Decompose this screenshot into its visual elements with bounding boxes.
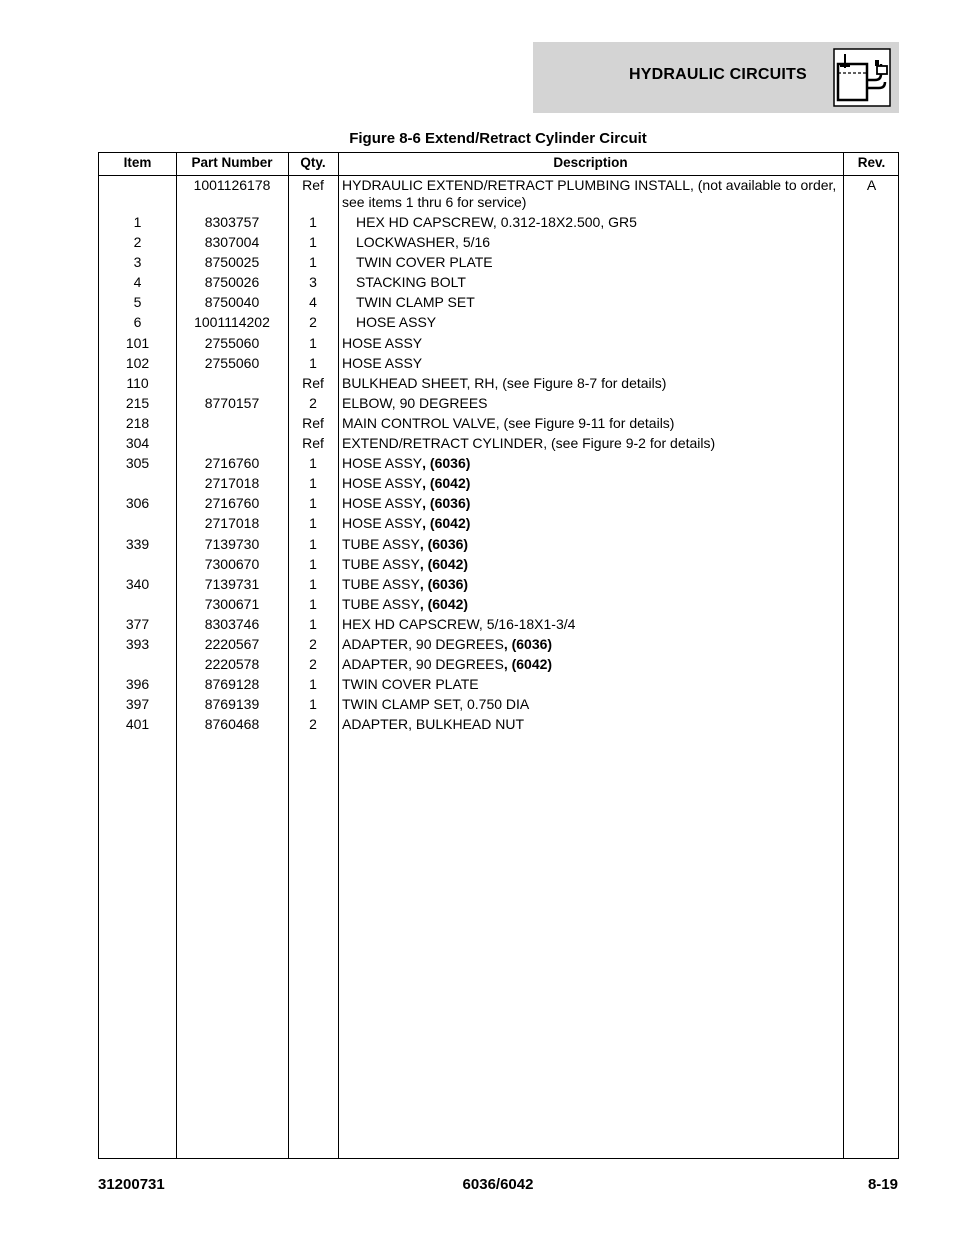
quantity: 1 <box>309 615 317 632</box>
parts-table <box>98 152 899 1159</box>
table-row <box>99 676 898 696</box>
hydraulic-tank-icon <box>833 48 891 107</box>
col-header-item: Item <box>123 155 152 170</box>
description <box>342 375 842 392</box>
part-number: 2716760 <box>204 455 260 472</box>
quantity: 1 <box>309 555 317 572</box>
description-text: TUBE ASSY <box>342 555 420 572</box>
item-number: 401 <box>125 716 150 733</box>
description-text: EXTEND/RETRACT CYLINDER, (see Figure 9-2 for details) <box>342 435 716 452</box>
part-number: 2717018 <box>204 515 260 532</box>
document-number: 31200731 <box>98 1176 165 1193</box>
table-row <box>99 254 898 274</box>
item-number: 393 <box>125 635 150 652</box>
part-number: 8769139 <box>204 696 260 713</box>
description <box>342 294 856 311</box>
item-number: 110 <box>126 374 149 391</box>
table-body <box>99 177 898 736</box>
quantity: 2 <box>309 716 317 733</box>
quantity: 1 <box>309 455 317 472</box>
quantity: 1 <box>309 475 317 492</box>
quantity: Ref <box>302 414 324 431</box>
quantity: 1 <box>309 696 317 713</box>
description <box>342 214 856 231</box>
description <box>342 676 842 693</box>
item-number: 5 <box>133 294 142 311</box>
description-text: HYDRAULIC EXTEND/RETRACT PLUMBING INSTALL, (not available to order, <box>342 177 837 193</box>
description-text: TWIN COVER PLATE <box>356 254 493 271</box>
quantity: 1 <box>309 254 317 271</box>
description-text: TUBE ASSY <box>342 575 420 592</box>
table-row <box>99 556 898 576</box>
description-text: HEX HD CAPSCREW, 0.312-18X2.500, GR5 <box>356 214 637 230</box>
header-divider <box>99 175 898 176</box>
item-number: 1 <box>133 214 142 230</box>
table-row <box>99 355 898 375</box>
col-header-rev: Rev. <box>857 155 886 170</box>
description-text: ADAPTER, BULKHEAD NUT <box>342 716 525 733</box>
part-number: 2717018 <box>204 475 260 492</box>
part-number: 1001114202 <box>194 314 270 331</box>
quantity: Ref <box>302 374 324 391</box>
description <box>342 254 856 271</box>
model-suffix: , (6036) <box>422 495 471 512</box>
quantity: 1 <box>309 515 317 532</box>
description-text: HOSE ASSY <box>356 314 437 331</box>
description-text: TWIN CLAMP SET <box>356 294 475 311</box>
description-text: STACKING BOLT <box>356 274 466 291</box>
table-row <box>99 636 898 656</box>
quantity: 2 <box>309 635 317 652</box>
section-header <box>533 42 899 113</box>
quantity: 2 <box>309 656 317 673</box>
description <box>342 314 856 331</box>
figure-title: Figure 8-6 Extend/Retract Cylinder Circuit <box>349 130 647 147</box>
description <box>342 656 842 673</box>
table-row <box>99 214 898 234</box>
quantity: Ref <box>302 435 324 452</box>
table-row <box>99 515 898 535</box>
table-row <box>99 536 898 556</box>
description <box>342 495 842 512</box>
description <box>342 234 856 251</box>
item-number: 396 <box>125 676 150 693</box>
part-number: 8750040 <box>204 294 260 311</box>
table-row <box>99 415 898 435</box>
description-text: HOSE ASSY <box>342 334 423 351</box>
table-row <box>99 274 898 294</box>
part-number: 2755060 <box>204 354 260 371</box>
table-row <box>99 375 898 395</box>
table-row <box>99 696 898 716</box>
part-number: 1001126178 <box>193 177 271 193</box>
part-number: 8303746 <box>204 615 260 632</box>
description <box>342 536 842 553</box>
item-number: 306 <box>125 495 150 512</box>
model-suffix: , (6042) <box>422 515 471 532</box>
description-text: HEX HD CAPSCREW, 5/16-18X1-3/4 <box>342 615 576 632</box>
item-number: 340 <box>125 575 150 592</box>
item-number: 3 <box>133 254 142 271</box>
description-text: HOSE ASSY <box>342 354 423 371</box>
item-number: 218 <box>125 414 150 431</box>
part-number: 7139730 <box>204 535 260 552</box>
table-row <box>99 314 898 334</box>
model-suffix: , (6042) <box>503 656 553 673</box>
item-number: 2 <box>133 234 142 251</box>
table-row <box>99 455 898 475</box>
description-text: ADAPTER, 90 DEGREES <box>342 635 504 652</box>
description <box>342 716 842 733</box>
table-row <box>99 435 898 455</box>
description <box>342 696 842 713</box>
item-number: 305 <box>125 455 150 472</box>
quantity: 1 <box>309 354 317 371</box>
model-suffix: , (6036) <box>503 635 553 652</box>
model-suffix: , (6042) <box>419 555 469 572</box>
description <box>342 435 842 452</box>
quantity: 1 <box>309 334 317 351</box>
part-number: 8750026 <box>204 274 260 291</box>
quantity: 1 <box>309 234 317 251</box>
table-row <box>99 294 898 314</box>
part-number: 2716760 <box>204 495 260 512</box>
part-number: 8303757 <box>204 214 260 230</box>
description-text: ELBOW, 90 DEGREES <box>342 394 488 411</box>
table-row <box>99 656 898 676</box>
description <box>342 395 842 412</box>
item-number: 102 <box>125 354 150 371</box>
part-number: 8307004 <box>204 234 260 251</box>
description <box>342 556 842 573</box>
description <box>342 274 856 291</box>
description-text: TUBE ASSY <box>342 595 420 612</box>
description-text: ADAPTER, 90 DEGREES <box>342 656 504 673</box>
page-number: 8-19 <box>867 1176 898 1193</box>
item-number: 6 <box>133 314 142 331</box>
quantity: 1 <box>309 676 317 693</box>
quantity: 4 <box>309 294 317 311</box>
part-number: 2755060 <box>204 334 260 351</box>
description <box>342 596 842 613</box>
description <box>342 455 842 472</box>
description-text: HOSE ASSY <box>342 495 423 512</box>
description-text: HOSE ASSY <box>342 455 423 472</box>
quantity: 1 <box>309 214 317 230</box>
model-suffix: , (6042) <box>419 595 469 612</box>
part-number: 7300670 <box>204 555 260 572</box>
description-text: HOSE ASSY <box>342 475 423 492</box>
section-title: HYDRAULIC CIRCUITS <box>629 66 807 83</box>
description <box>342 355 842 372</box>
description-text: LOCKWASHER, 5/16 <box>356 234 491 251</box>
description <box>342 335 842 352</box>
table-row <box>99 616 898 636</box>
table-row <box>99 475 898 495</box>
description-text: BULKHEAD SHEET, RH, (see Figure 8-7 for details) <box>342 374 667 391</box>
model-suffix: , (6036) <box>422 455 471 472</box>
quantity: 2 <box>309 394 317 411</box>
col-header-part-number: Part Number <box>191 155 273 170</box>
part-number: 7139731 <box>204 575 260 592</box>
part-number: 8750025 <box>204 254 260 271</box>
table-row <box>99 495 898 515</box>
quantity: 1 <box>309 595 317 612</box>
description <box>342 177 842 211</box>
item-number: 397 <box>125 696 150 713</box>
col-header-description: Description <box>553 155 628 170</box>
description-text: TWIN CLAMP SET, 0.750 DIA <box>342 696 530 713</box>
quantity: Ref <box>302 177 324 193</box>
item-number: 101 <box>125 334 150 351</box>
part-number: 2220578 <box>204 656 260 673</box>
part-number: 7300671 <box>204 595 260 612</box>
item-number: 377 <box>125 615 150 632</box>
model-suffix: , (6042) <box>422 475 471 492</box>
item-number: 4 <box>133 274 142 291</box>
revision: A <box>866 177 877 193</box>
table-row <box>99 716 898 736</box>
table-row <box>99 576 898 596</box>
col-header-qty: Qty. <box>300 155 326 170</box>
quantity: 1 <box>309 495 317 512</box>
quantity: 1 <box>309 535 317 552</box>
item-number: 304 <box>125 435 150 452</box>
table-row <box>99 234 898 254</box>
part-number: 8760468 <box>204 716 260 733</box>
description-continued: see items 1 thru 6 for service) <box>342 194 527 210</box>
description <box>342 576 842 593</box>
description <box>342 515 842 532</box>
table-row <box>99 395 898 415</box>
part-number: 2220567 <box>204 635 260 652</box>
description-text: TWIN COVER PLATE <box>342 676 479 693</box>
part-number: 8770157 <box>204 394 260 411</box>
model-suffix: , (6036) <box>419 535 469 552</box>
model-number: 6036/6042 <box>462 1176 534 1193</box>
item-number: 215 <box>125 394 150 411</box>
description <box>342 415 842 432</box>
description <box>342 636 842 653</box>
quantity: 1 <box>309 575 317 592</box>
model-suffix: , (6036) <box>419 575 469 592</box>
table-row <box>99 335 898 355</box>
description-text: HOSE ASSY <box>342 515 423 532</box>
quantity: 3 <box>309 274 317 291</box>
table-row <box>99 596 898 616</box>
table-row <box>99 177 898 214</box>
description-text: MAIN CONTROL VALVE, (see Figure 9-11 for details) <box>342 414 675 431</box>
description <box>342 475 842 492</box>
quantity: 2 <box>309 314 317 331</box>
description <box>342 616 842 633</box>
item-number: 339 <box>125 535 150 552</box>
part-number: 8769128 <box>204 676 260 693</box>
description-text: TUBE ASSY <box>342 535 420 552</box>
